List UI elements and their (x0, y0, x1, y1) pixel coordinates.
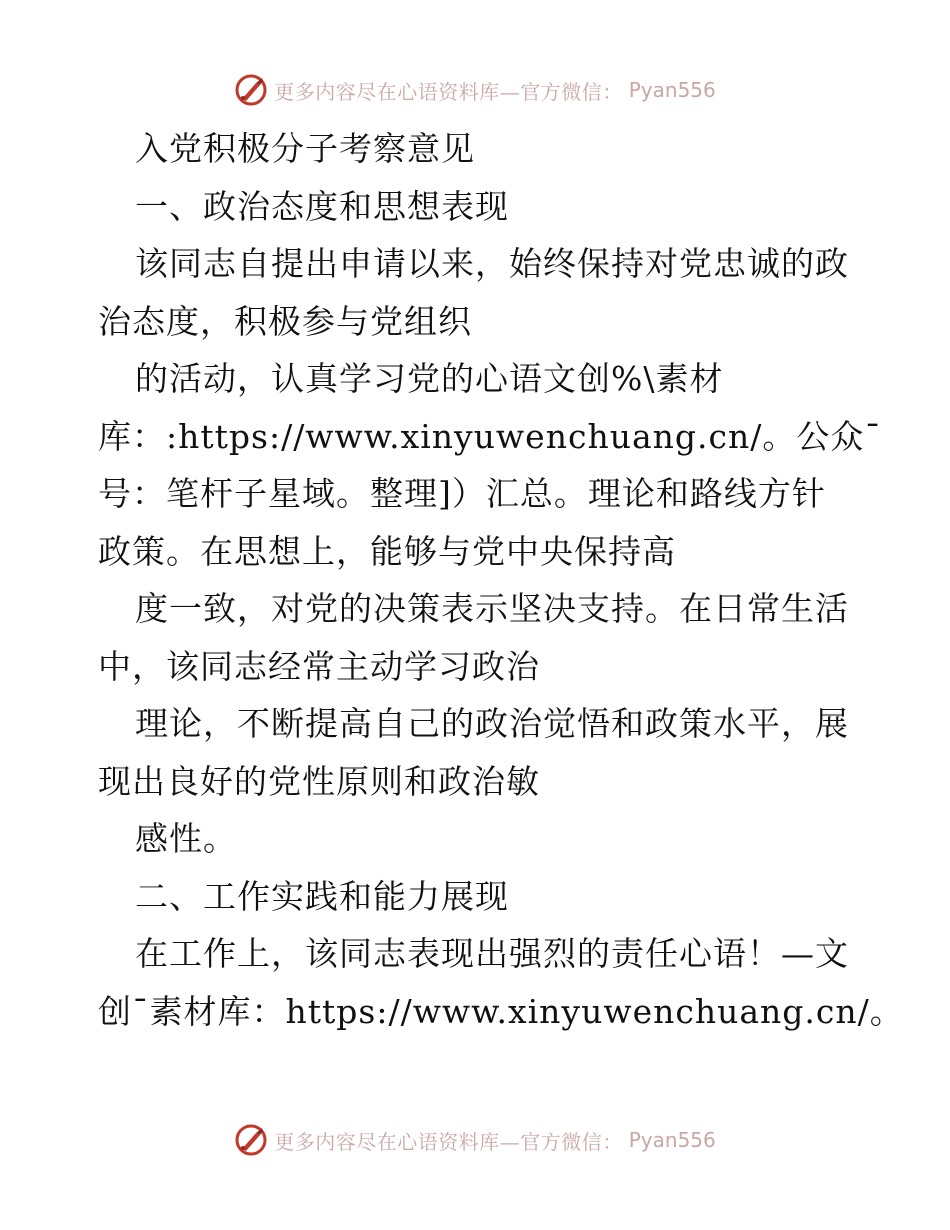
section-heading-2: 二、工作实践和能力展现 (135, 876, 509, 916)
paragraph-line: 治态度，积极参与党组织 (98, 301, 472, 341)
footer-banner (0, 1120, 950, 1160)
section-heading-1: 一、政治态度和思想表现 (135, 186, 509, 226)
paragraph-line: 号：笔杆子星域。整理]）汇总。理论和路线方针 (98, 474, 826, 513)
paragraph-line: 该同志自提出申请以来，始终保持对党忠诚的政 (135, 244, 849, 283)
document-body (98, 120, 904, 1040)
paragraph-line: 中，该同志经常主动学习政治 (98, 646, 540, 686)
paragraph-line: 库：:https://www.xinyuwenchuang.cn/。公众¯ (98, 416, 882, 456)
footer-banner-text: 更多内容尽在心语资料库—官方微信： (274, 1129, 623, 1154)
footer-wechat-id: Pyan556 (628, 1128, 716, 1152)
quill-pen-logo-icon (234, 1123, 268, 1157)
header-wechat-id: Pyan556 (628, 78, 716, 102)
header-banner (0, 70, 950, 110)
paragraph-line: 创¯素材库：https://www.xinyuwenchuang.cn/。 (98, 991, 904, 1031)
paragraph-line: 的活动，认真学习党的心语文创%\素材 (135, 359, 724, 398)
paragraph-line: 感性。 (135, 819, 237, 858)
paragraph-line: 理论，不断提高自己的政治觉悟和政策水平，展 (135, 704, 849, 743)
paragraph-line: 政策。在思想上，能够与党中央保持高 (98, 531, 676, 571)
header-banner-text: 更多内容尽在心语资料库—官方微信： (274, 79, 623, 104)
document-title: 入党积极分子考察意见 (135, 129, 475, 168)
quill-pen-logo-icon (234, 73, 268, 107)
paragraph-line: 现出良好的党性原则和政治敏 (98, 761, 540, 801)
paragraph-line: 度一致，对党的决策表示坚决支持。在日常生活 (135, 589, 849, 628)
paragraph-line: 在工作上，该同志表现出强烈的责任心语！—文 (135, 934, 849, 973)
